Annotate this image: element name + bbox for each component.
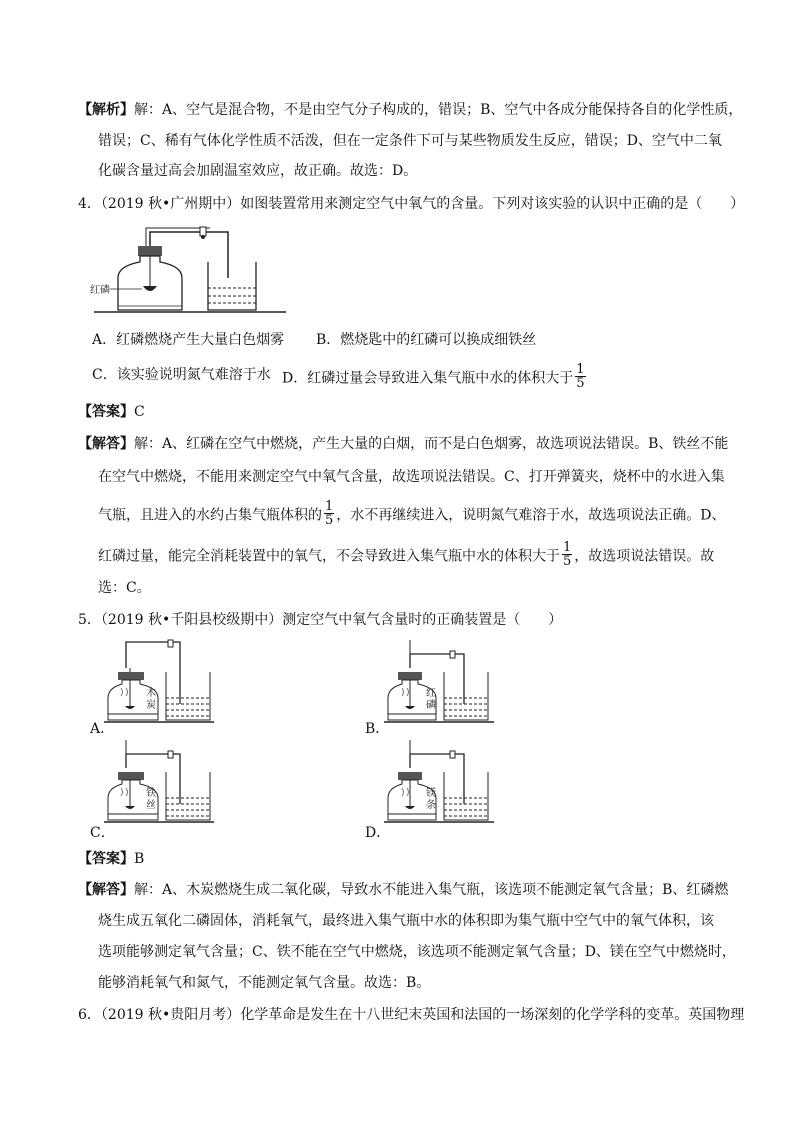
- q4-apparatus-figure: [88, 226, 288, 316]
- q5-apparatus-a: [104, 640, 214, 730]
- fraction-one-fifth: $\frac{1}{5}$: [325, 499, 334, 528]
- q4-stem: 4．（2019 秋•广州期中）如图装置常用来测定空气中氧气的含量。下列对该实验的认识中正确的是（ ）: [78, 196, 745, 212]
- q3-analysis-line1: 【解析】解：A、空气是混合物，不是由空气分子构成的，错误；B、空气中各成分能保持各自的化学性质，: [78, 102, 743, 118]
- q5-option-c-label: C．: [90, 825, 115, 841]
- q5-a-label-2: 炭: [146, 700, 156, 711]
- q4-option-d: D．红磷过量会导致进入集气瓶中水的体积大于 $\frac{1}{5}$: [282, 362, 585, 391]
- q4-option-c: C．该实验说明氮气难溶于水: [92, 367, 271, 383]
- q3-analysis-line3: 化碳含量过高会加剧温室效应，故正确。故选：D。: [98, 163, 418, 179]
- q4-solution-line3: 气瓶，且进入的水约占集气瓶体积的 $\frac{1}{5}$ ，水不再继续进入，说明氮气难溶于水，故选项说法正确。D、: [98, 499, 726, 528]
- q5-solution-line4: 能够消耗氧气和氮气，不能测定氧气含量。故选：B。: [98, 975, 431, 991]
- q5-c-label-2: 丝: [146, 800, 156, 811]
- fraction-one-fifth: $\frac{1}{5}$: [576, 362, 585, 391]
- q5-a-label-1: 木: [146, 688, 156, 699]
- q5-answer: 【答案】B: [78, 851, 145, 867]
- q5-solution-line1: 【解答】解：A、木炭燃烧生成二氧化碳，导致水不能进入集气瓶，该选项不能测定氧气含量；B、红磷燃: [78, 882, 729, 898]
- q5-solution-line2: 烧生成五氧化二磷固体，消耗氧气，最终进入集气瓶中水的体积即为集气瓶中空气中的氧气体积，该: [98, 913, 714, 929]
- q5-option-a-label: A．: [90, 721, 115, 737]
- q5-d-label-1: 镁: [426, 788, 436, 799]
- q5-solution-line3: 选项能够测定氧气含量；C、铁不能在空气中燃烧，该选项不能测定氧气含量；D、镁在空气中燃烧时，: [98, 944, 736, 960]
- q5-c-label-1: 铁: [146, 788, 156, 799]
- q4-solution-line5: 选：C。: [98, 580, 151, 596]
- q4-option-a: A．红磷燃烧产生大量白色烟雾: [92, 332, 285, 348]
- q5-d-label-2: 条: [426, 800, 436, 811]
- q5-option-d-label: D．: [365, 825, 391, 841]
- q5-stem: 5．（2019 秋•千阳县校级期中）测定空气中氧气含量时的正确装置是（ ）: [78, 612, 563, 628]
- q5-apparatus-b: [388, 640, 498, 730]
- q4-solution-line1: 【解答】解：A、红磷在空气中燃烧，产生大量的白烟，而不是白色烟雾，故选项说法错误。B、铁丝不能: [78, 436, 729, 452]
- analysis-tag: 【解析】: [78, 102, 134, 118]
- fraction-one-fifth: $\frac{1}{5}$: [563, 540, 572, 569]
- q4-solution-line4: 红磷过量，能完全消耗装置中的氧气，不会导致进入集气瓶中水的体积大于 $\frac{1}{5}$ ，故选项说法错误。故: [98, 540, 715, 569]
- q3-analysis-line2: 错误；C、稀有气体化学性质不活泼，但在一定条件下可与某些物质发生反应，错误；D、空气中二氧: [98, 133, 722, 149]
- q4-answer: 【答案】C: [78, 404, 145, 420]
- q4-figure-label: 红磷: [90, 285, 110, 296]
- q5-apparatus-d: [388, 740, 498, 830]
- q5-b-label-2: 磷: [426, 700, 436, 711]
- q5-apparatus-c: [104, 740, 214, 830]
- q5-option-b-label: B．: [365, 721, 390, 737]
- q4-solution-line2: 在空气中燃烧，不能用来测定空气中氧气含量，故选项说法错误。C、打开弹簧夹，烧杯中的水进入集: [98, 469, 725, 485]
- q5-b-label-1: 红: [426, 688, 436, 699]
- q4-option-b: B．燃烧匙中的红磷可以换成细铁丝: [316, 332, 537, 348]
- q6-stem: 6．（2019 秋•贵阳月考）化学革命是发生在十八世纪末英国和法国的一场深刻的化学学科的变革。英国物理: [78, 1007, 745, 1023]
